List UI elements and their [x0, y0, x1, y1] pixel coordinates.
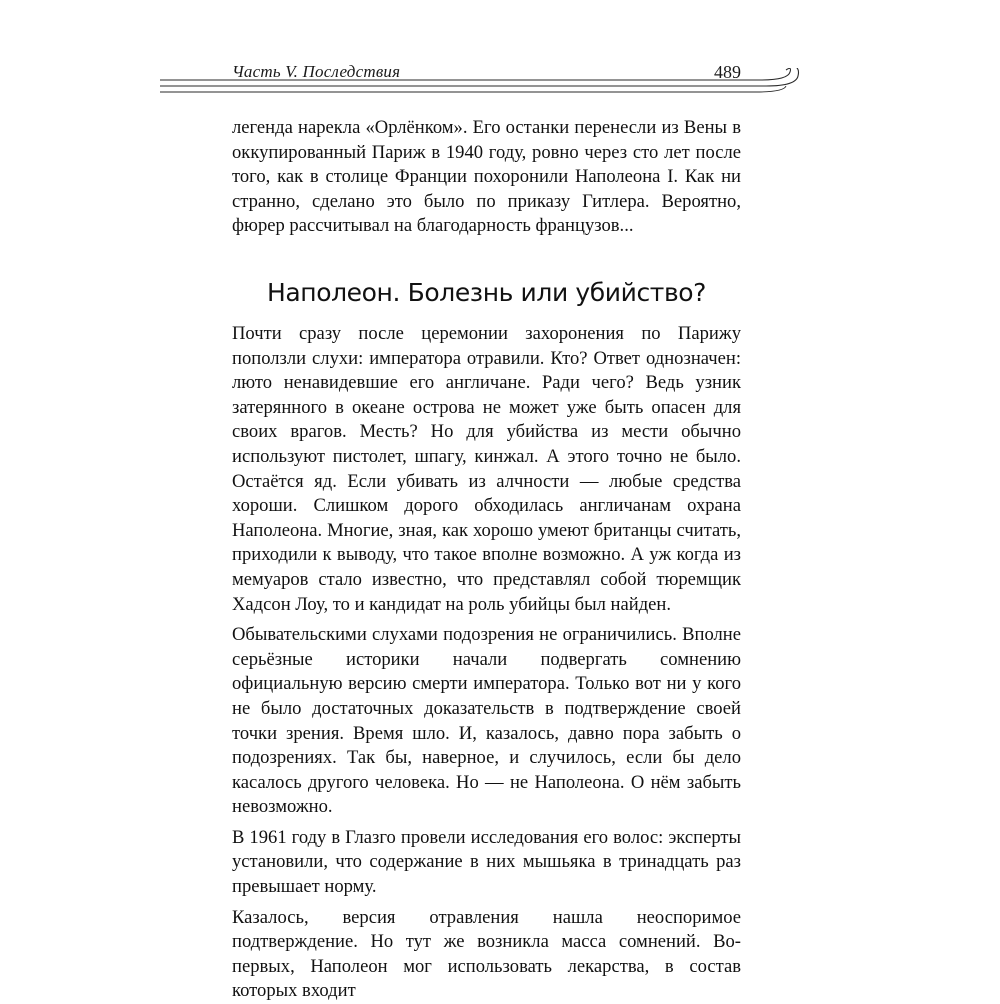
header-ornamental-rule [160, 68, 800, 108]
paragraph-4: Казалось, версия отравления нашла неоспоримое подтверждение. Но тут же возникла масса сомнений. Во-первых, Наполеон мог использовать лекарства, в состав которых входит [232, 906, 741, 1002]
continuation-text [232, 116, 741, 239]
paragraph-1: Почти сразу после церемонии захоронения по Парижу поползли слухи: императора отравили. Кто? Ответ однозначен: люто ненавидевшие его англичане. Ради чего? Ведь узник затерянного в океане острова не может уже быть опасен для своих врагов. Месть? Но для убийства из мести обычно используют пистолет, шпагу, кинжал. А этого точно не было. Остаётся яд. Если убивать из алчности — любые средства хороши. Слишком дорого обходилась англичанам охрана Наполеона. Многие, зная, как хорошо умеют британцы считать, приходили к выводу, что такое вполне возможно. А уж когда из мемуаров стало известно, что представлял собой тюремщик Хадсон Лоу, то и кандидат на роль убийцы был найден. [232, 323, 741, 615]
running-head: Часть V. Последствия [232, 62, 401, 81]
continuation-paragraph: легенда нарекла «Орлёнком». Его останки перенесли из Вены в оккупированный Париж в 1940 году, ровно через сто лет после того, как в столице Франции похоронили Наполеона I. Как ни странно, сделано это было по приказу Гитлера. Вероятно, фюрер рассчитывал на благодарность французов... [232, 117, 741, 237]
section-body [232, 322, 741, 1004]
section-heading: Наполеон. Болезнь или убийство? [266, 278, 707, 307]
paragraph-3: В 1961 году в Глазго провели исследования его волос: эксперты установили, что содержание в них мышьяка в тринадцать раз превышает норму. [232, 826, 741, 898]
page-number: 489 [714, 62, 741, 82]
paragraph-2: Обывательскими слухами подозрения не ограничились. Вполне серьёзные историки начали подвергать сомнению официальную версию смерти императора. Только вот ни у кого не было достаточных доказательств в подтверждение своей точки зрения. Время шло. И, казалось, давно пора забыть о подозрениях. Так бы, наверное, и случилось, если бы дело касалось другого человека. Но — не Наполеона. О нём забыть невозможно. [232, 624, 741, 818]
